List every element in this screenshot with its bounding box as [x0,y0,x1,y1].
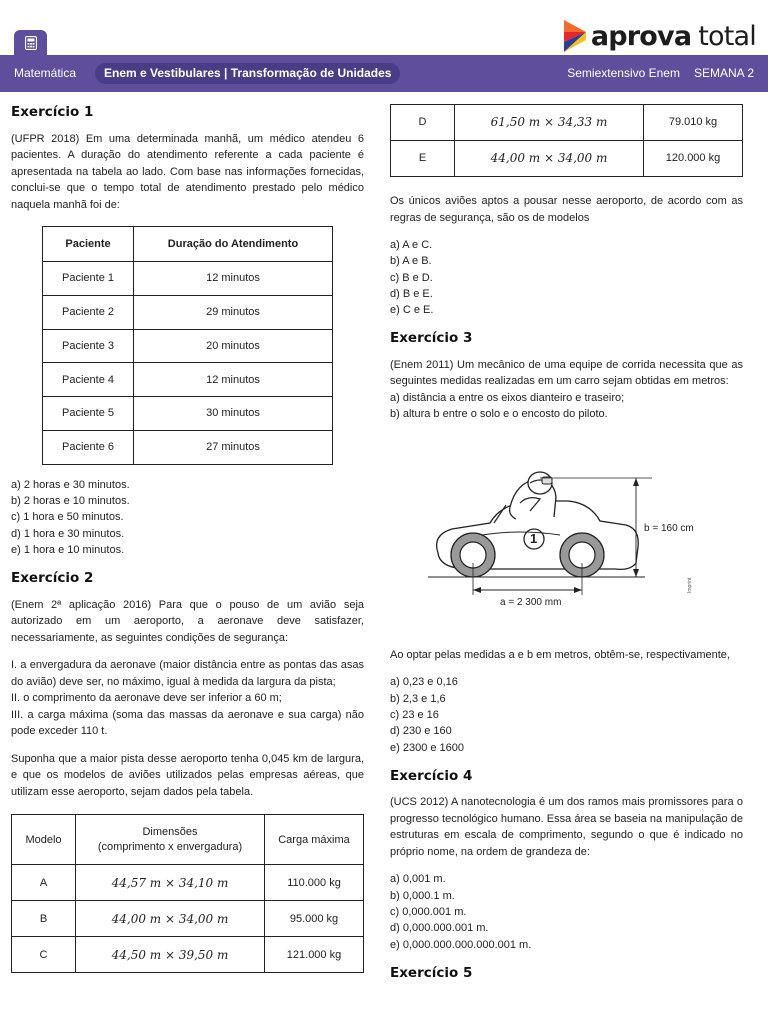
table-cell: 12 minutos [134,262,333,296]
dimensions-subheader: (comprimento x envergadura) [97,840,243,853]
option-b[interactable]: b) 2,3 e 1,6 [390,692,446,705]
table-header: Paciente [43,227,134,262]
table-cell: A [12,865,76,901]
option-a[interactable]: a) 2 horas e 30 minutos. [11,478,130,491]
option-e[interactable]: e) 1 hora e 10 minutos. [11,543,125,556]
table-row [12,901,364,937]
option-b[interactable]: b) 0,000.1 m. [390,889,455,902]
week-label: SEMANA 2 [693,66,754,80]
option-e[interactable]: e) C e E. [390,304,434,317]
table-cell: Paciente 4 [43,363,134,397]
race-car-figure [390,443,743,643]
table-cell: Paciente 5 [43,397,134,431]
exercise-3-question: Ao optar pelas medidas a e b em metros, obtêm-se, respectivamente, [390,648,730,661]
aprova-total-logo[interactable] [564,18,756,54]
right-column [390,92,743,981]
exercise-2-intro: (Enem 2ª aplicação 2016) Para que o pouso de um avião seja autorizado em um aeroporto, a aeronave deve satisfazer, necessariamente, as seguintes condições de segurança: [11,598,364,644]
course-info [567,66,754,80]
exercise-2-options [390,237,743,318]
option-c[interactable]: c) 23 e 16 [390,709,439,722]
table-header: Duração do Atendimento [134,227,333,262]
table-cell: 110.000 kg [265,865,364,901]
subject-label[interactable]: Matemática [14,66,77,80]
table-cell: 27 minutos [134,430,333,464]
exercise-3-item-a: a) distância a entre os eixos dianteiro e traseiro; [390,391,625,404]
topic-pill[interactable]: Enem e Vestibulares | Transformação de Unidades [95,63,400,84]
option-d[interactable]: d) B e E. [390,287,433,300]
option-b[interactable]: b) A e B. [390,255,432,268]
exercise-1-statement: (UFPR 2018) Em uma determinada manhã, um médico atendeu 6 pacientes. A duração do atendimento referente a cada paciente é apresentada na tabela ao lado. Com base nas informações fornecidas, conclui-se que o tempo total de atendimento prestado pelo médico naquela manhã foi de: [11,132,364,211]
exercise-1-title: Exercício 1 [11,104,94,120]
calculator-tab[interactable] [14,30,47,55]
table-cell: D [391,105,455,141]
table-row [391,141,743,177]
calculator-icon [25,36,37,50]
aircraft-table-continued [390,104,743,177]
exercise-1-options [11,477,364,558]
option-e[interactable]: e) 0,000.000.000.000.001 m. [390,938,532,951]
exercise-4-options [390,871,743,952]
table-cell: B [12,901,76,937]
option-c[interactable]: c) 1 hora e 50 minutos. [11,511,124,524]
table-row [43,262,333,296]
table-row [43,295,333,329]
option-a[interactable]: a) 0,23 e 0,16 [390,676,458,689]
table-header: Carga máxima [265,815,364,865]
exercise-3-item-b: b) altura b entre o solo e o encosto do piloto. [390,408,608,421]
exercise-2-condition-3: III. a carga máxima (soma das massas da aeronave e sua carga) não pode exceder 110 t. [11,708,364,738]
logo-mark-icon [564,20,586,52]
table-cell: 61,50 m × 34,33 m [455,105,644,141]
table-cell: Paciente 3 [43,329,134,363]
table-cell: 120.000 kg [644,141,743,177]
option-c[interactable]: c) 0,000.001 m. [390,906,467,919]
table-cell: Paciente 1 [43,262,134,296]
table-cell: 79.010 kg [644,105,743,141]
table-cell: 121.000 kg [265,937,364,973]
figure-credit: Imprint [687,577,693,593]
table-cell: Paciente 2 [43,295,134,329]
exercise-4-title: Exercício 4 [390,767,473,784]
exercise-2-condition-1: I. a envergadura da aeronave (maior distância entre as pontas das asas do avião) deve ser, no máximo, igual à medida da largura da pista; [11,659,364,688]
option-e[interactable]: e) 2300 e 1600 [390,741,465,754]
exercise-4-statement: (UCS 2012) A nanotecnologia é um dos ramos mais promissores para o progresso tecnológico humano. Essa área se baseia na manipulação de estruturas em escala de comprimento, segundo o que é indicado no próprio nome, na ordem de grandeza de: [390,796,743,858]
table-cell: 30 minutos [134,397,333,431]
option-a[interactable]: a) 0,001 m. [390,873,446,886]
race-car-drawing [390,443,743,643]
option-a[interactable]: a) A e C. [390,239,433,251]
exercise-3-statement: (Enem 2011) Um mecânico de uma equipe de corrida necessita que as seguintes medidas realizadas em um carro sejam obtidas em metros: [390,358,743,388]
table-cell: 95.000 kg [265,901,364,937]
exercise-2-title: Exercício 2 [11,570,94,587]
exercise-2-question: Os únicos aviões aptos a pousar nesse aeroporto, de acordo com as regras de segurança, são os de modelos [390,195,743,224]
table-cell: 44,57 m × 34,10 m [76,865,265,901]
logo-word-aprova: aprova [590,20,692,52]
table-cell: C [12,937,76,973]
option-d[interactable]: d) 0,000.000.001 m. [390,922,489,935]
table-cell: 44,00 m × 34,00 m [455,141,644,177]
table-row [43,363,333,397]
table-row [12,865,364,901]
table-cell: 12 minutos [134,363,333,397]
table-cell: E [391,141,455,177]
exercise-3-title: Exercício 3 [390,330,473,347]
option-c[interactable]: c) B e D. [390,271,433,284]
exercise-2-condition-2: II. o comprimento da aeronave deve ser inferior a 60 m; [11,692,282,705]
aircraft-table [11,814,364,973]
table-cell: 44,50 m × 39,50 m [76,937,265,973]
option-d[interactable]: d) 1 hora e 30 minutos. [11,527,125,540]
dimensions-header: Dimensões [142,825,198,838]
option-b[interactable]: b) 2 horas e 10 minutos. [11,495,130,508]
option-d[interactable]: d) 230 e 160 [390,725,452,738]
table-header: Modelo [12,815,76,865]
left-column [11,92,364,973]
table-row [43,329,333,363]
table-cell: 20 minutos [134,329,333,363]
height-label: b = 160 cm [644,522,694,534]
table-cell: Paciente 6 [43,430,134,464]
table-cell: 44,00 m × 34,00 m [76,901,265,937]
wheelbase-label: a = 2 300 mm [500,596,562,608]
patients-table [42,226,333,465]
table-row [391,105,743,141]
logo-word-total: total [698,20,756,52]
table-row [12,937,364,973]
exercise-3-options [390,674,743,755]
table-row [43,397,333,431]
top-bar [0,0,768,55]
table-row [43,430,333,464]
exercise-5-title: Exercício 5 [390,964,473,981]
table-header [76,815,265,865]
car-number: 1 [530,530,538,546]
exercise-2-context: Suponha que a maior pista desse aeroporto tenha 0,045 km de largura, e que os modelos de aviões utilizados pelas empresas aéreas, que utilizam esse aeroporto, sejam dados pela tabela. [11,752,364,798]
subject-bar [0,55,768,92]
table-cell: 29 minutos [134,295,333,329]
course-label: Semiextensivo Enem [567,66,680,80]
